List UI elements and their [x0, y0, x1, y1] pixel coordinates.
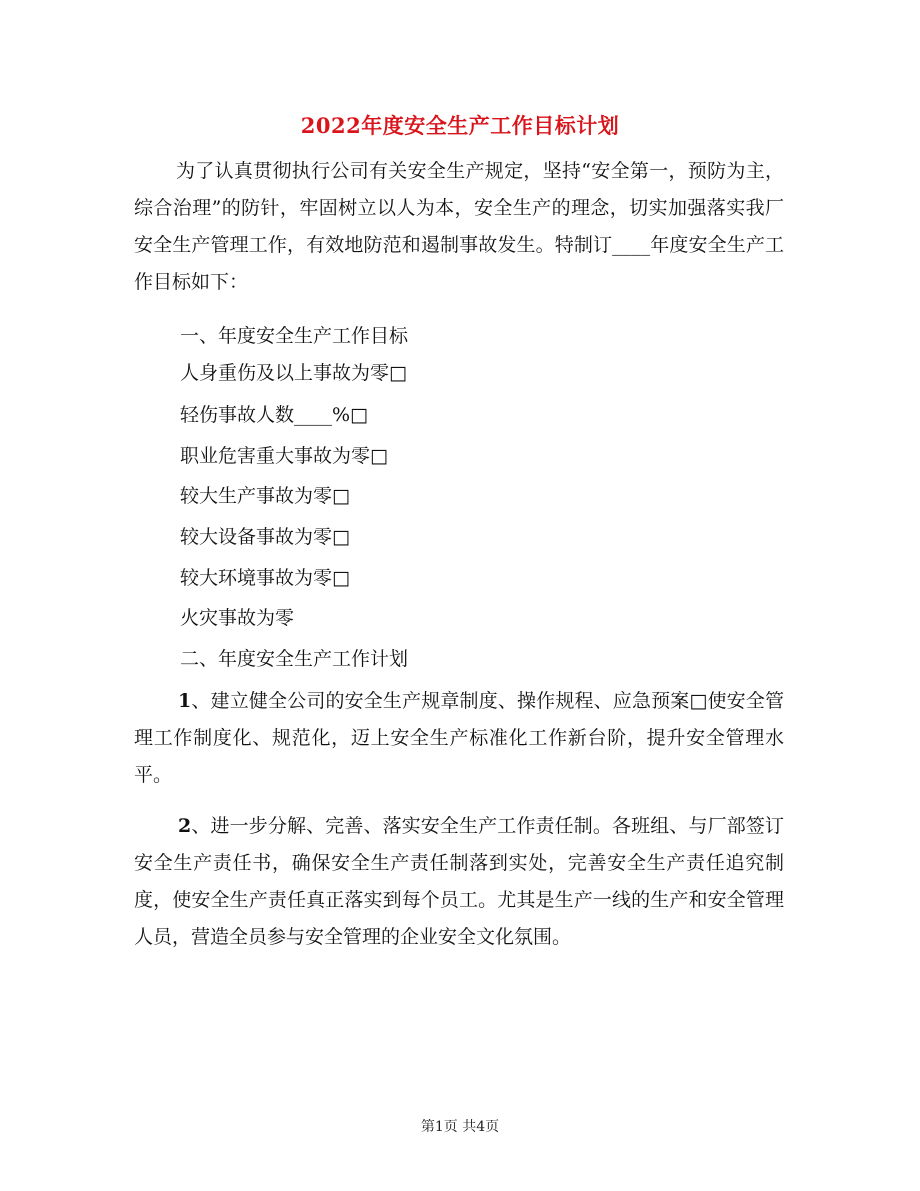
section-heading-plan: 二、年度安全生产工作计划: [180, 648, 409, 670]
plan-text: 、建立健全公司的安全生产规章制度、操作规程、应急预案□使安全管理工作制度化、规范化，迈上安全生产标准化工作新台阶，提升安全管理水平。: [134, 690, 784, 786]
goal-item: 较大设备事故为零□: [180, 526, 350, 548]
plan-number: 2: [178, 815, 192, 837]
goal-item: 火灾事故为零: [180, 607, 295, 629]
document-title: 2022年度安全生产工作目标计划: [300, 113, 620, 138]
goal-item: 人身重伤及以上事故为零□: [180, 362, 407, 384]
section-heading-goals: 一、年度安全生产工作目标: [180, 325, 409, 347]
plan-paragraph-1: [134, 683, 784, 794]
goal-item: 较大生产事故为零□: [180, 485, 350, 507]
plan-text: 、进一步分解、完善、落实安全生产工作责任制。各班组、与厂部签订安全生产责任书，确保安全生产责任制落到实处，完善安全生产责任追究制度，使安全生产责任真正落实到每个员工。尤其是生产一线的生产和安全管理人员，营造全员参与安全管理的企业安全文化氛围。: [134, 815, 784, 948]
intro-paragraph: 为了认真贯彻执行公司有关安全生产规定，坚持“安全第一，预防为主，综合治理”的防针，牢固树立以人为本，安全生产的理念，切实加强落实我厂安全生产管理工作，有效地防范和遏制事故发生。特制订____年度安全生产工作目标如下：: [134, 160, 784, 293]
goal-item: 轻伤事故人数____%□: [180, 404, 369, 426]
goal-item: 较大环境事故为零□: [180, 567, 350, 589]
plan-paragraph-2: [134, 808, 784, 956]
page-footer: 第1页 共4页: [420, 1119, 500, 1135]
goal-item: 职业危害重大事故为零□: [180, 445, 388, 467]
plan-number: 1: [178, 690, 192, 712]
